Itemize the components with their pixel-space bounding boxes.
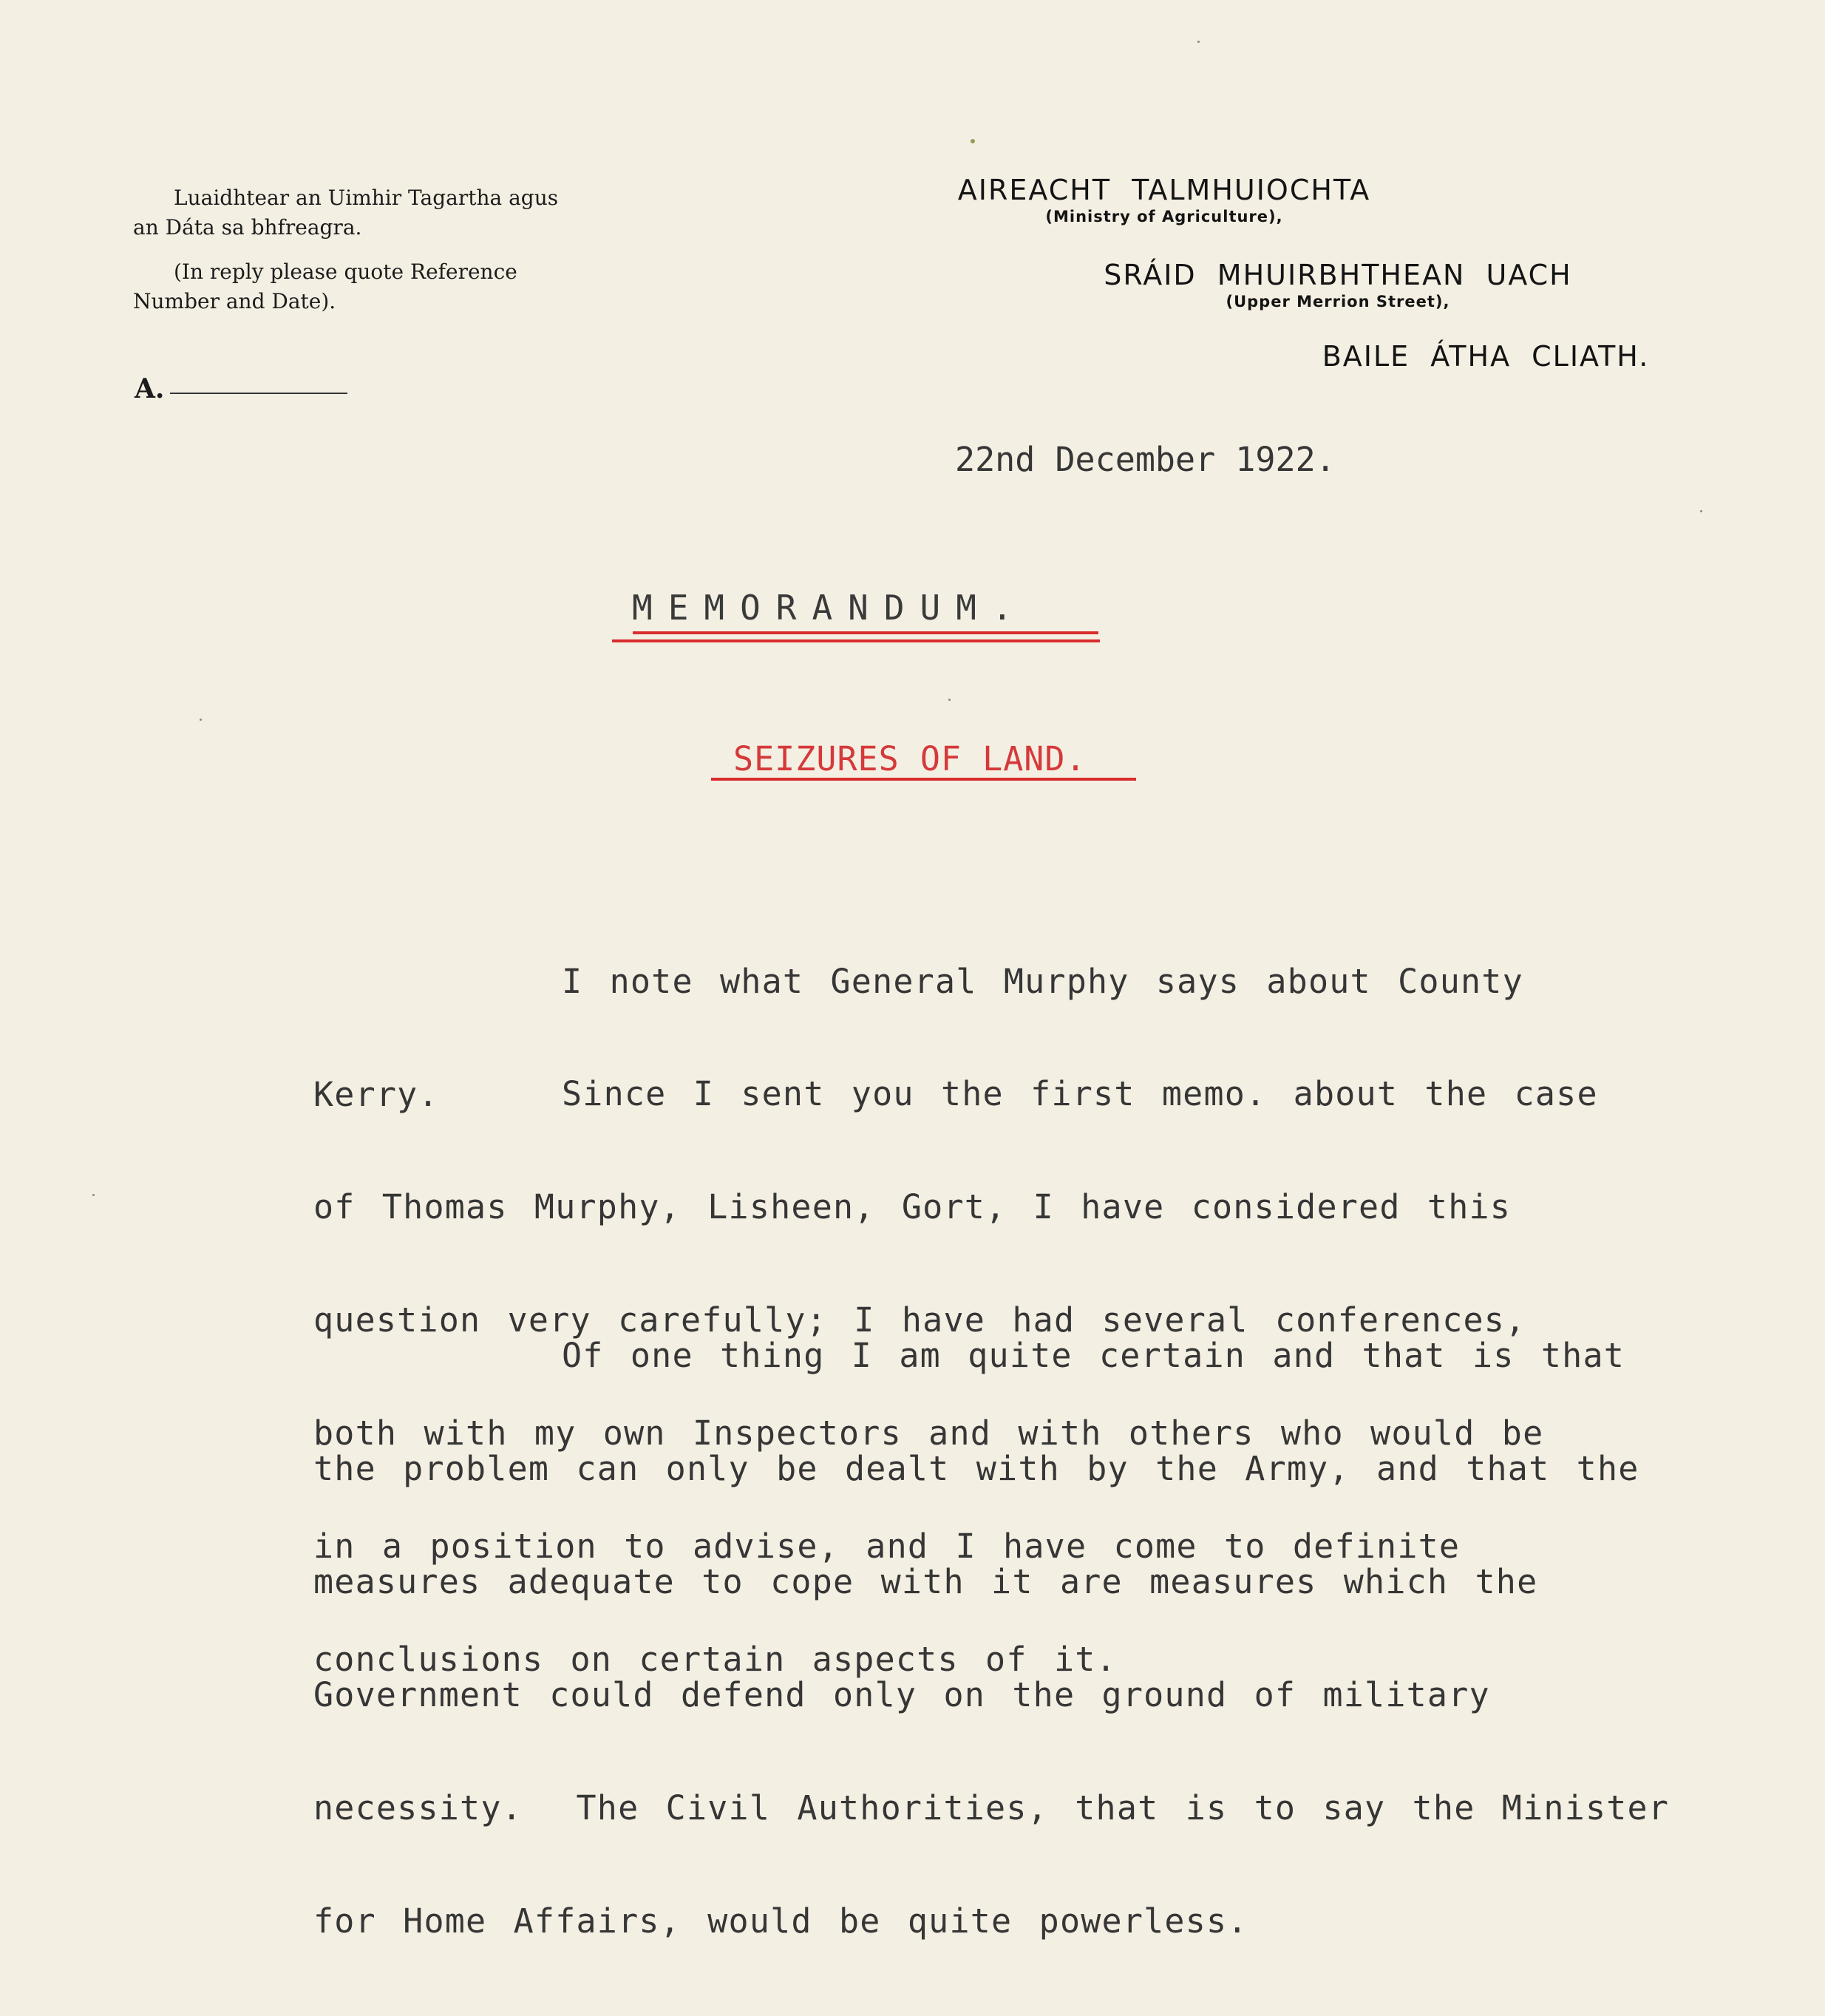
reference-number-field bbox=[135, 373, 347, 404]
reference-number-blank bbox=[170, 393, 347, 394]
body-line: measures adequate to cope with it are measures which the bbox=[313, 1562, 1538, 1601]
body-line: in a position to advise, and I have come to definite bbox=[313, 1527, 1461, 1566]
street-name-irish: SRÁID MHUIRBHTHEAN UACH bbox=[1104, 259, 1572, 291]
body-line: Of one thing I am quite certain and that is that bbox=[562, 1336, 1625, 1375]
memo-date: 22nd December 1922. bbox=[955, 440, 1336, 479]
reference-instructions-irish bbox=[133, 183, 577, 242]
body-line: Kerry. bbox=[313, 1075, 439, 1114]
body-line: of Thomas Murphy, Lisheen, Gort, I have considered this bbox=[313, 1187, 1512, 1226]
ministry-name-english: (Ministry of Agriculture), bbox=[1045, 208, 1283, 225]
memo-subtitle: SEIZURES OF LAND. bbox=[733, 739, 1087, 778]
body-line: for Home Affairs, would be quite powerless. bbox=[313, 1901, 1248, 1941]
letterhead-street bbox=[1072, 259, 1604, 310]
reference-instructions bbox=[133, 183, 577, 316]
title-underline-upper bbox=[633, 631, 1098, 634]
body-line: necessity. The Civil Authorities, that is to say the Minister bbox=[313, 1788, 1670, 1827]
reference-english-line: (In reply please quote Reference bbox=[174, 259, 517, 284]
letterhead-ministry bbox=[928, 174, 1401, 225]
city-name: BAILE ÁTHA CLIATH. bbox=[1322, 340, 1650, 373]
reference-irish-line: an Dáta sa bhfreagra. bbox=[133, 215, 362, 240]
paper-speck bbox=[92, 1194, 95, 1196]
subtitle-underline bbox=[711, 778, 1136, 781]
body-line: question very carefully; I have had several conferences, bbox=[313, 1300, 1526, 1340]
street-name-english: (Upper Merrion Street), bbox=[1226, 293, 1450, 310]
body-paragraph bbox=[313, 1261, 1669, 2015]
title-underline-lower bbox=[612, 639, 1100, 642]
body-line: Since I sent you the first memo. about the case bbox=[562, 1074, 1598, 1113]
paper-speck bbox=[971, 139, 975, 143]
reference-english-line: Number and Date). bbox=[133, 289, 336, 313]
body-line: the problem can only be dealt with by the Army, and that the bbox=[313, 1449, 1639, 1488]
ministry-name-irish: AIREACHT TALMHUIOCHTA bbox=[957, 174, 1371, 206]
body-line: both with my own Inspectors and with others who would be bbox=[313, 1413, 1544, 1453]
paper-speck bbox=[1700, 510, 1702, 512]
letterhead-city bbox=[1286, 340, 1685, 373]
reference-irish-line: Luaidhtear an Uimhir Tagartha agus bbox=[174, 186, 559, 210]
body-line: Government could defend only on the ground of military bbox=[313, 1675, 1490, 1714]
paper-speck bbox=[200, 719, 202, 721]
reference-number-label: A. bbox=[135, 373, 165, 404]
paper-speck bbox=[948, 699, 951, 701]
reference-instructions-english bbox=[133, 257, 577, 316]
body-line: I note what General Murphy says about County bbox=[562, 962, 1523, 1001]
paper-speck bbox=[1197, 41, 1200, 43]
memo-title: MEMORANDUM. bbox=[632, 588, 1028, 628]
body-line: conclusions on certain aspects of it. bbox=[313, 1640, 1117, 1679]
